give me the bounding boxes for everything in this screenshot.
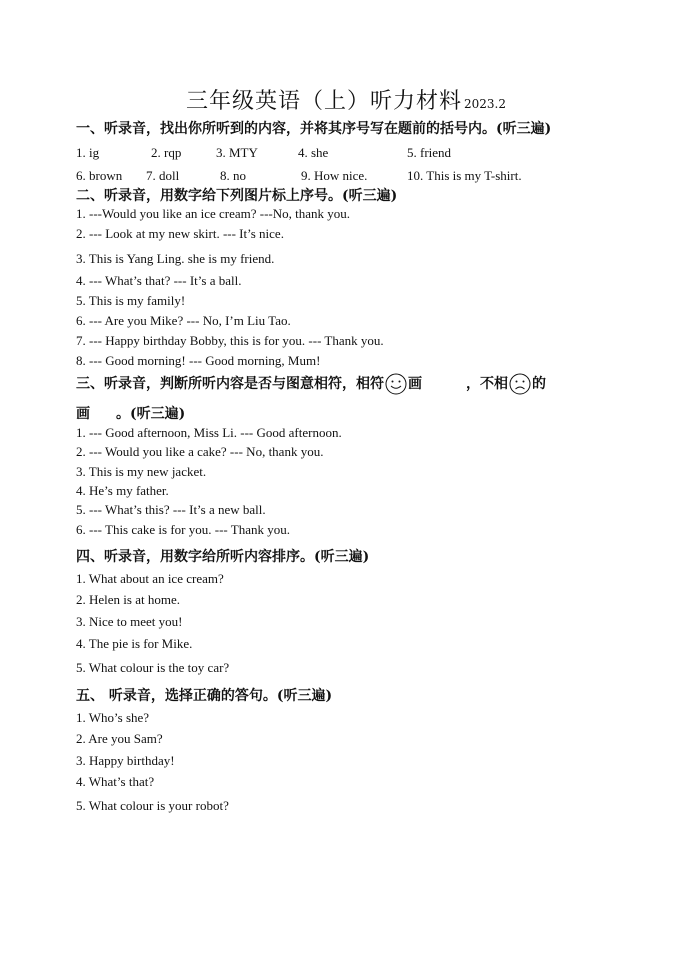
section-4-heading: 四、听录音，用数字给所听内容排序。(听三遍) (76, 549, 370, 565)
sec1-item: 3. MTY (216, 145, 258, 160)
section-5-heading: 五、 听录音，选择正确的答句。(听三遍) (76, 688, 333, 704)
sec3-line: 6. --- This cake is for you. --- Thank you. (76, 522, 290, 537)
section-2-heading: 二、听录音，用数字给下列图片标上序号。(听三遍) (76, 188, 398, 204)
section-3-heading (76, 373, 546, 395)
sec5-line: 4. What’s that? (76, 774, 155, 789)
sec2-line: 8. --- Good morning! --- Good morning, Mum! (76, 353, 321, 368)
sec3-heading-part: 的 (532, 376, 546, 392)
sec5-line: 5. What colour is your robot? (76, 798, 229, 813)
sec4-line: 1. What about an ice cream? (76, 571, 224, 586)
sec3-line: 5. --- What’s this? --- It’s a new ball. (76, 502, 266, 517)
sec3-line: 2. --- Would you like a cake? --- No, thank you. (76, 444, 324, 459)
sec4-line: 5. What colour is the toy car? (76, 660, 230, 675)
sec1-item: 4. she (298, 145, 329, 160)
sec4-line: 2. Helen is at home. (76, 592, 180, 607)
sec1-item: 2. rqp (151, 145, 182, 160)
sec3-heading-part: 三、听录音，判断所听内容是否与图意相符，相符 (76, 376, 384, 392)
section-1-heading: 一、听录音，找出你所听到的内容，并将其序号写在题前的括号内。(听三遍) (76, 121, 552, 137)
sec3-line: 4. He’s my father. (76, 483, 169, 498)
sec2-line: 3. This is Yang Ling. she is my friend. (76, 251, 275, 266)
sec2-line: 7. --- Happy birthday Bobby, this is for you. --- Thank you. (76, 333, 384, 348)
sec2-line: 1. ---Would you like an ice cream? ---No, thank you. (76, 206, 351, 221)
sec1-item: 1. ig (76, 145, 100, 160)
sec1-item: 8. no (220, 168, 246, 183)
sec4-line: 4. The pie is for Mike. (76, 636, 193, 651)
sad-face-icon (509, 373, 531, 395)
sec1-item: 10. This is my T-shirt. (407, 168, 522, 183)
sec1-item: 5. friend (407, 145, 452, 160)
sec1-item: 6. brown (76, 168, 123, 183)
smiley-face-icon (385, 373, 407, 395)
sec4-line: 3. Nice to meet you! (76, 614, 183, 629)
sec5-line: 1. Who’s she? (76, 710, 150, 725)
title-date: 2023.2 (464, 97, 506, 111)
sec1-item: 9. How nice. (301, 168, 368, 183)
sec3-heading-part: 画 (76, 406, 90, 422)
sec2-line: 2. --- Look at my new skirt. --- It’s nice. (76, 226, 284, 241)
sec3-heading-part: ，不相 (466, 376, 508, 392)
title-text: 三年级英语（上）听力材料 (185, 89, 462, 114)
section-3-heading-cont (76, 403, 185, 423)
sec2-line: 4. --- What’s that? --- It’s a ball. (76, 273, 242, 288)
sec3-line: 3. This is my new jacket. (76, 464, 207, 479)
sec5-line: 2. Are you Sam? (76, 731, 163, 746)
sec3-heading-part: 画 (408, 376, 422, 392)
sec3-heading-part: 。(听三遍) (116, 406, 186, 422)
sec5-line: 3. Happy birthday! (76, 753, 175, 768)
sec3-line: 1. --- Good afternoon, Miss Li. --- Good afternoon. (76, 425, 342, 440)
page-title (0, 84, 692, 115)
sec2-line: 5. This is my family! (76, 293, 186, 308)
sec2-line: 6. --- Are you Mike? --- No, I’m Liu Tao. (76, 313, 291, 328)
sec1-item: 7. doll (146, 168, 180, 183)
